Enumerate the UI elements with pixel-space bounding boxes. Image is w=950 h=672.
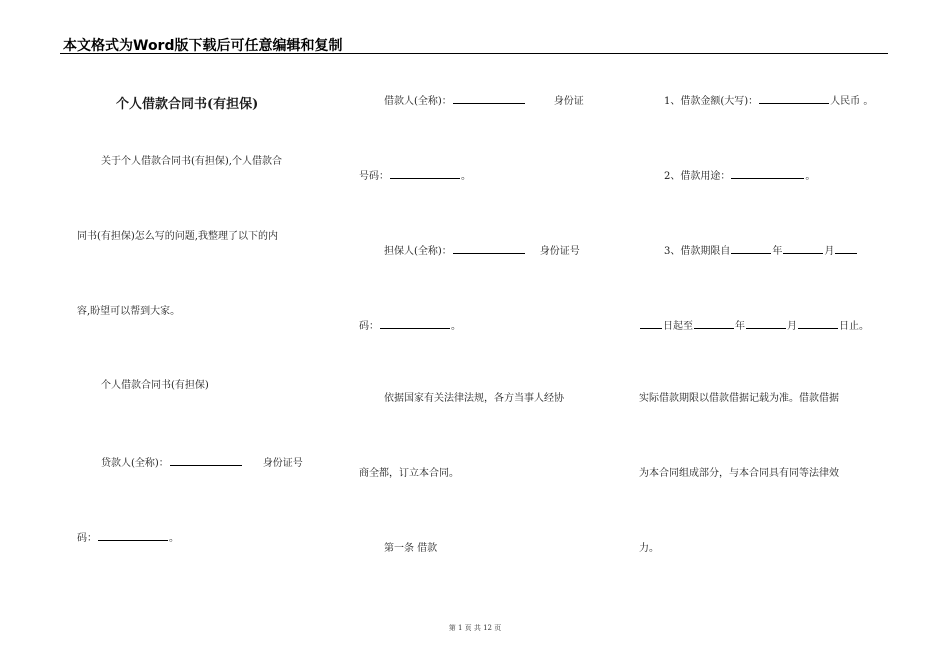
borrower-id-label: 身份证 <box>553 96 584 107</box>
term-end-month-label: 月 <box>787 321 797 332</box>
term-start-day-blank <box>835 243 857 254</box>
contract-title: 个人借款合同书(有担保) <box>116 97 259 112</box>
term-start-year-blank <box>731 243 771 254</box>
guarantor-id-period: 。 <box>451 321 461 332</box>
lender-id-label: 身份证号 <box>262 458 303 469</box>
law-line-1: 依据国家有关法律法规，各方当事人经协 <box>384 393 564 404</box>
purpose-blank <box>731 168 804 179</box>
lender-row <box>101 455 303 471</box>
amount-unit: 人民币 。 <box>830 96 874 107</box>
lender-id-blank <box>98 530 168 541</box>
term-start-month-blank <box>783 243 823 254</box>
intro-line-2: 同书(有担保)怎么写的问题,我整理了以下的内 <box>77 231 278 242</box>
term-start-day-blank-cont <box>640 318 662 329</box>
article-1-heading: 第一条 借款 <box>384 543 438 554</box>
borrower-row <box>384 93 584 109</box>
borrower-id-blank <box>390 168 460 179</box>
borrower-id-row <box>359 168 471 184</box>
page-number: 第 1 页 共 12 页 <box>448 624 502 632</box>
purpose-row <box>664 168 815 184</box>
intro-line-3: 容,盼望可以帮到大家。 <box>77 306 181 317</box>
borrower-name-blank <box>453 93 525 104</box>
guarantor-id-label: 身份证号 <box>539 246 580 257</box>
guarantor-id-row <box>359 318 461 334</box>
term-end-year-label: 年 <box>735 321 745 332</box>
term-row <box>664 243 858 259</box>
contract-subtitle: 个人借款合同书(有担保) <box>101 380 209 391</box>
term-end-day-blank <box>798 318 838 329</box>
guarantor-name-blank <box>453 243 525 254</box>
guarantor-id-end-label: 码： <box>359 321 379 332</box>
amount-label: 1、借款金额(大写)： <box>664 96 759 107</box>
borrower-label: 借款人(全称)： <box>384 96 452 107</box>
term-label: 3、借款期限自 <box>664 246 731 257</box>
actual-term-line-2: 为本合同组成部分，与本合同具有同等法律效 <box>639 468 839 479</box>
purpose-label: 2、借款用途： <box>664 171 731 182</box>
document-header-title: 本文格式为Word版下载后可任意编辑和复制 <box>63 38 343 54</box>
term-month-label: 月 <box>824 246 835 257</box>
purpose-period: 。 <box>805 171 816 182</box>
law-line-2: 商全都，订立本合同。 <box>359 468 459 479</box>
lender-id-end-label: 码： <box>77 533 97 544</box>
amount-row <box>664 93 873 109</box>
guarantor-label: 担保人(全称)： <box>384 246 452 257</box>
amount-blank <box>759 93 829 104</box>
guarantor-id-blank <box>380 318 450 329</box>
term-end-suffix: 日止。 <box>839 321 869 332</box>
borrower-id-end-label: 号码： <box>359 171 389 182</box>
term-year-label: 年 <box>772 246 783 257</box>
lender-id-period: 。 <box>169 533 179 544</box>
guarantor-row <box>384 243 580 259</box>
intro-line-1: 关于个人借款合同书(有担保),个人借款合 <box>101 156 282 167</box>
actual-term-line-1: 实际借款期限以借款借据记载为准。借款借据 <box>639 393 839 404</box>
actual-term-line-3: 力。 <box>639 543 659 554</box>
lender-name-blank <box>170 455 242 466</box>
term-end-year-blank <box>694 318 734 329</box>
term-end-month-blank <box>746 318 786 329</box>
lender-id-row <box>77 530 179 546</box>
header-divider <box>60 53 888 54</box>
term-end-row <box>639 318 869 334</box>
lender-label: 贷款人(全称)： <box>101 458 169 469</box>
term-start-suffix: 日起至 <box>663 321 693 332</box>
borrower-id-period: 。 <box>461 171 471 182</box>
